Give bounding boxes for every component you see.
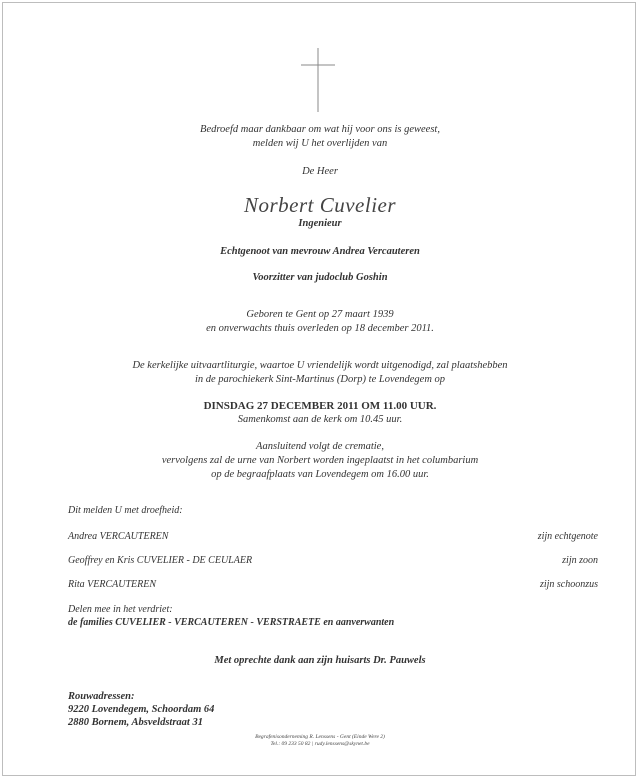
intro-text (0, 123, 640, 151)
deceased-title: Ingenieur (298, 218, 342, 229)
addresses: Rouwadressen: 9220 Lovendegem, Schoordam 64 2880 Bornem, Absveldstraat 31 (68, 691, 215, 728)
cross-icon (301, 48, 335, 112)
cremation-text: Aansluitend volgt de crematie, vervolgens zal de urne van Norbert worden ingeplaatst in het columbarium op de begraafplaats van Lovendegem om 16.00 uur. (161, 441, 479, 480)
sorrow-intro: Dit melden U met droefheid: (68, 505, 183, 516)
deceased-name: Norbert Cuvelier (243, 193, 397, 217)
shared-grief: Delen mee in het verdriet: de families CUVELIER - VERCAUTEREN - VERSTRAETE en aanverwanten (68, 604, 395, 628)
intro-line-2: melden wij U het overlijden van (252, 138, 388, 149)
meeting-time: Samenkomst aan de kerk om 10.45 uur. (237, 414, 403, 425)
spouse-line: Echtgenoot van mevrouw Andrea Vercauteren (220, 246, 420, 257)
ceremony-text: De kerkelijke uitvaartliturgie, waartoe U vriendelijk wordt uitgenodigd, zal plaatshebben in de parochiekerk Sint-Martinus (Dorp) te Lovendegem op (132, 360, 508, 385)
thanks-line: Met oprechte dank aan zijn huisarts Dr. Pauwels (214, 655, 426, 666)
intro-line-1: Bedroefd maar dankbaar om wat hij voor ons is geweest, (200, 124, 440, 135)
role-line: Voorzitter van judoclub Goshin (252, 272, 388, 283)
salutation: De Heer (302, 166, 338, 177)
birth-text: Geboren te Gent op 27 maart 1939 en onverwachts thuis overleden op 18 december 2011. (206, 309, 434, 334)
funeral-home-footer: Begrafenisonderneming R. Lenssens - Gent (Einde Were 2) Tel.: 09 233 50 82 | rudy.lenssens@skynet.be (255, 734, 385, 747)
ceremony-date: DINSDAG 27 DECEMBER 2011 OM 11.00 UUR. Samenkomst aan de kerk om 10.45 uur. (0, 399, 640, 427)
